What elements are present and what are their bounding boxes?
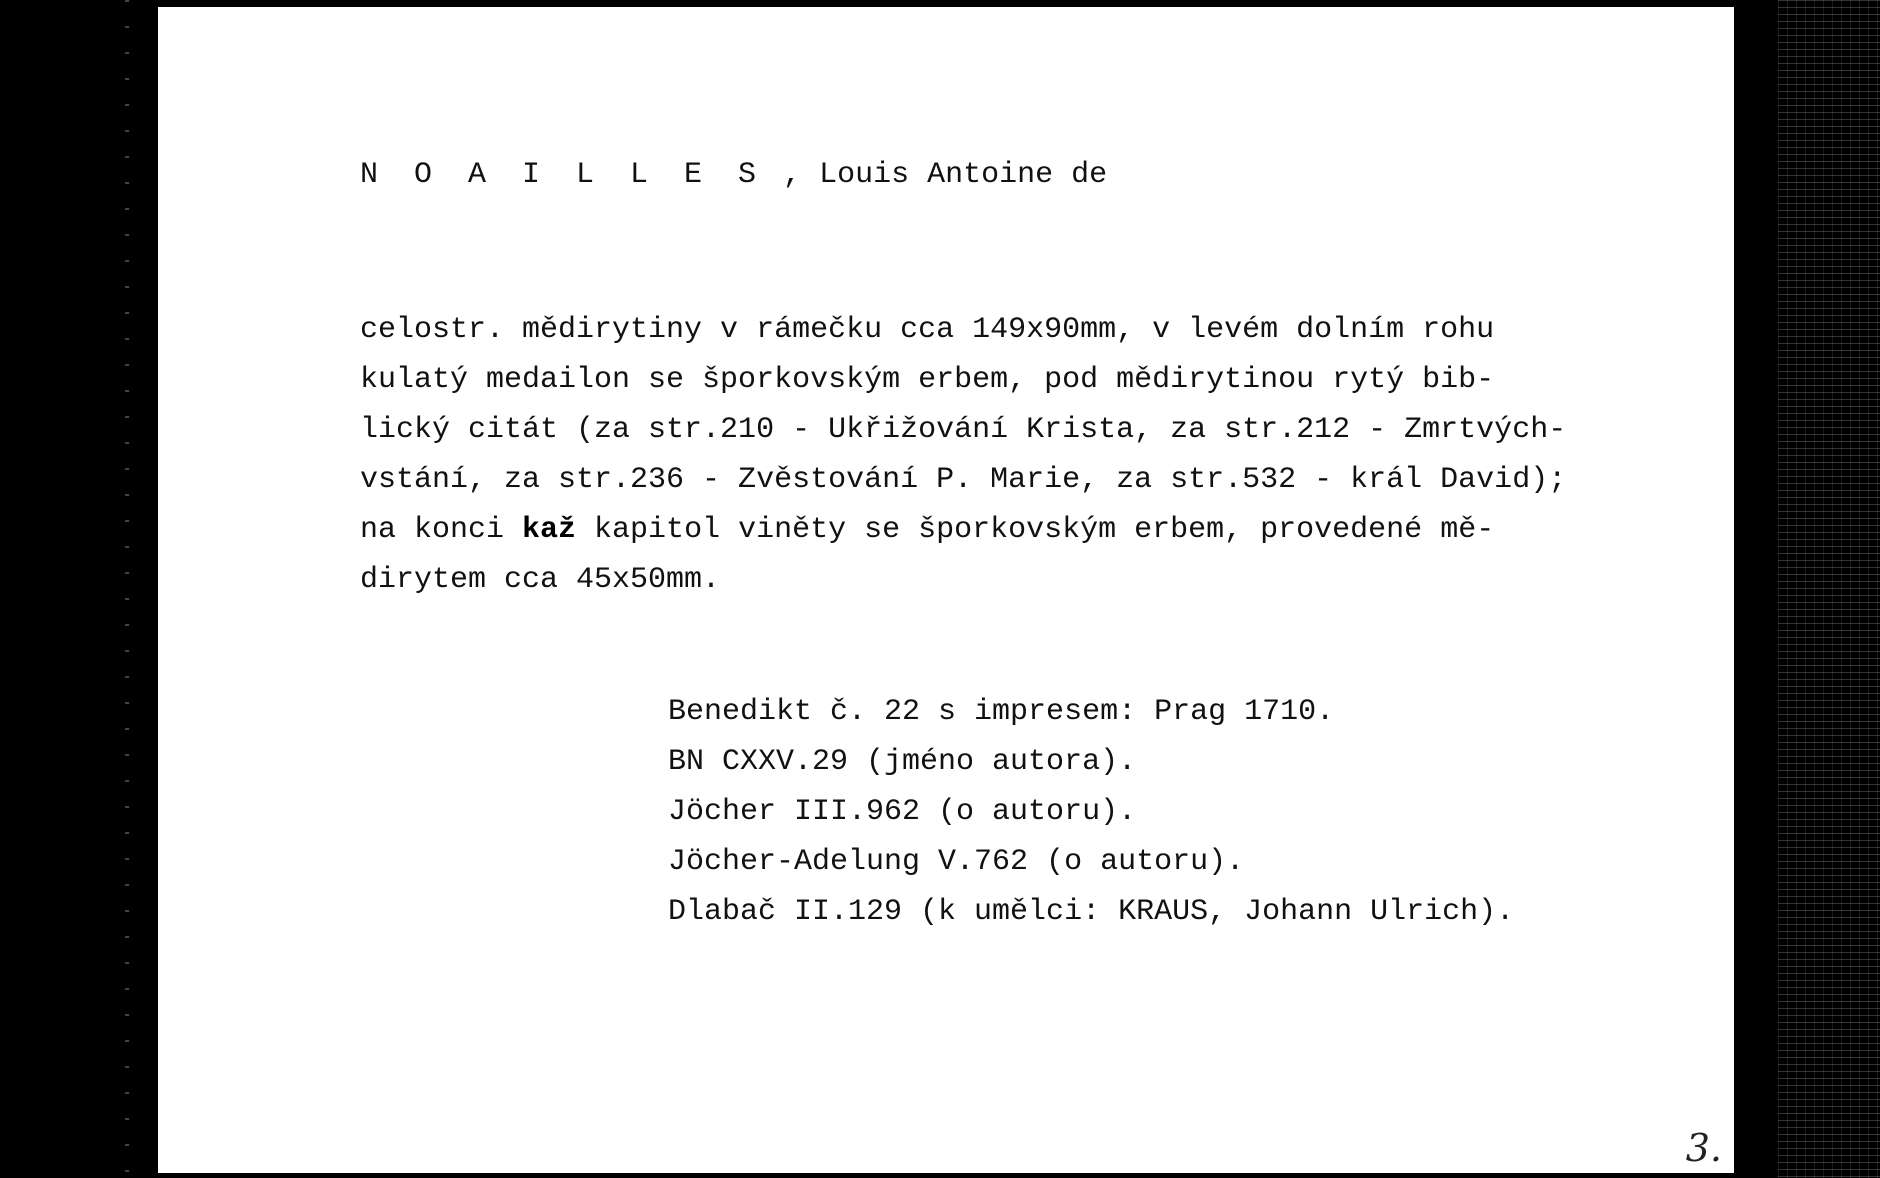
struck-out-word: kaž [522, 513, 577, 547]
description-line [360, 505, 1730, 555]
card-heading [360, 150, 1107, 200]
description-line: kulatý medailon se šporkovským erbem, pod mědirytinou rytý bib- [360, 363, 1495, 397]
card-number: 3. [1685, 1126, 1722, 1170]
reference-item: BN CXXV.29 (jméno autora). [668, 745, 1137, 779]
description-line5-end: kapitol viněty se šporkovským erbem, provedené mě- [576, 513, 1495, 547]
scan-edge-right [1778, 0, 1880, 1178]
description-line: celostr. mědirytiny v rámečku cca 149x90mm, v levém dolním rohu [360, 313, 1495, 347]
reference-item: Jöcher III.962 (o autoru). [668, 795, 1137, 829]
description-line5-start: na konci [360, 513, 523, 547]
author-surname: N O A I L L E S [360, 158, 766, 192]
description-line: dirytem cca 45x50mm. [360, 563, 721, 597]
author-given-name: Louis Antoine de [819, 158, 1108, 192]
reference-item: Jöcher-Adelung V.762 (o autoru). [668, 845, 1245, 879]
heading-separator: , [765, 158, 820, 192]
scan-edge-left [125, 0, 129, 1178]
reference-item: Benedikt č. 22 s impresem: Prag 1710. [668, 695, 1335, 729]
description-block [360, 305, 1730, 605]
catalog-card [158, 7, 1734, 1173]
description-line: vstání, za str.236 - Zvěstování P. Marie, za str.532 - král David); [360, 463, 1567, 497]
reference-item: Dlabač II.129 (k umělci: KRAUS, Johann Ulrich). [668, 895, 1515, 929]
description-line: lický citát (za str.210 - Ukřižování Krista, za str.212 - Zmrtvých- [360, 413, 1567, 447]
references-block [668, 687, 1514, 937]
